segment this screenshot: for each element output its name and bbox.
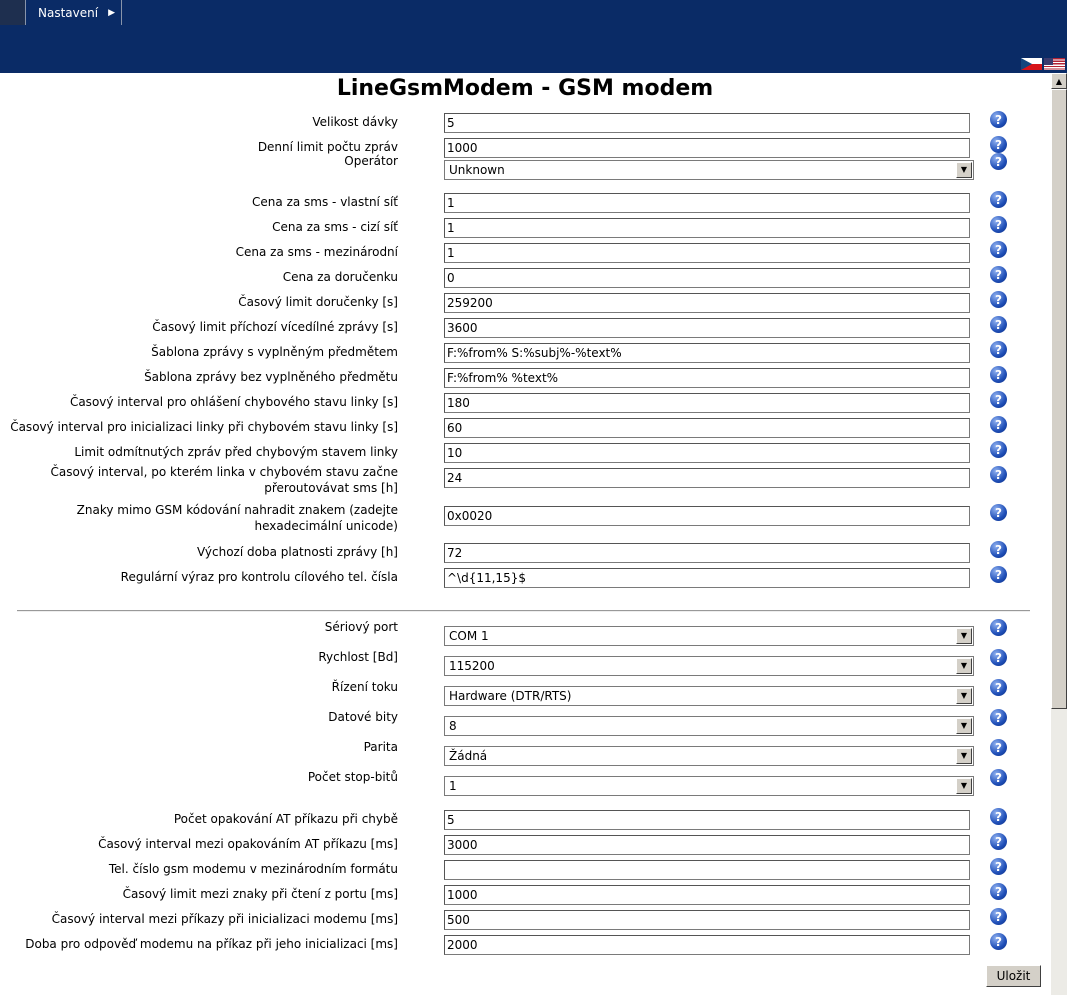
text-input[interactable]: 60 <box>444 418 970 438</box>
select-field[interactable] <box>444 656 974 676</box>
text-input[interactable]: 1 <box>444 243 970 263</box>
text-input[interactable]: 1 <box>444 218 970 238</box>
help-icon[interactable]: ? <box>990 566 1007 583</box>
top-header-bar <box>0 0 1067 73</box>
help-icon[interactable]: ? <box>990 466 1007 483</box>
help-icon[interactable]: ? <box>990 416 1007 433</box>
section-divider <box>17 610 1030 612</box>
field-label: Znaky mimo GSM kódování nahradit znakem (zadejte hexadecimální unicode) <box>76 503 398 533</box>
field-label: Výchozí doba platnosti zprávy [h] <box>197 545 398 559</box>
text-input[interactable]: 2000 <box>444 935 970 955</box>
text-input[interactable]: 10 <box>444 443 970 463</box>
text-input[interactable]: 1000 <box>444 138 970 158</box>
text-input[interactable]: 1000 <box>444 885 970 905</box>
text-input[interactable]: 1 <box>444 193 970 213</box>
field-label: Šablona zprávy s vyplněným předmětem <box>151 345 398 359</box>
help-icon[interactable]: ? <box>990 111 1007 128</box>
select-value: 8 <box>449 719 457 733</box>
select-value: 1 <box>449 779 457 793</box>
text-input[interactable]: 0 <box>444 268 970 288</box>
help-icon[interactable]: ? <box>990 709 1007 726</box>
chevron-down-icon[interactable]: ▼ <box>956 658 972 674</box>
field-label: Časový interval mezi příkazy při inicializaci modemu [ms] <box>51 912 398 926</box>
help-icon[interactable]: ? <box>990 649 1007 666</box>
field-label: Rychlost [Bd] <box>318 650 398 664</box>
select-value: Žádná <box>449 749 488 763</box>
field-label: Regulární výraz pro kontrolu cílového tel. čísla <box>120 570 398 584</box>
play-arrow-icon: ▶ <box>108 7 115 18</box>
field-label: Sériový port <box>324 620 398 634</box>
field-label: Operátor <box>344 154 398 168</box>
select-field[interactable] <box>444 160 974 180</box>
chevron-down-icon[interactable]: ▼ <box>956 718 972 734</box>
field-label: Doba pro odpověď modemu na příkaz při jeho inicializaci [ms] <box>25 937 398 951</box>
scroll-up-icon[interactable]: ▲ <box>1051 73 1067 89</box>
help-icon[interactable]: ? <box>990 933 1007 950</box>
text-input[interactable]: 5 <box>444 113 970 133</box>
menu-item-label: Nastavení <box>38 5 99 20</box>
scrollbar-thumb[interactable] <box>1051 89 1067 709</box>
vertical-scrollbar[interactable] <box>1051 73 1067 995</box>
text-input[interactable]: 5 <box>444 810 970 830</box>
select-value: COM 1 <box>449 629 489 643</box>
field-label: Časový interval pro inicializaci linky při chybovém stavu linky [s] <box>10 420 398 434</box>
help-icon[interactable]: ? <box>990 216 1007 233</box>
help-icon[interactable]: ? <box>990 241 1007 258</box>
field-label: Časový interval, po kterém linka v chybovém stavu začne přeroutovávat sms [h] <box>50 465 398 495</box>
text-input[interactable]: F:%from% S:%subj%-%text% <box>444 343 970 363</box>
select-field[interactable] <box>444 746 974 766</box>
text-input[interactable] <box>444 860 970 880</box>
help-icon[interactable]: ? <box>990 619 1007 636</box>
help-icon[interactable]: ? <box>990 833 1007 850</box>
help-icon[interactable]: ? <box>990 504 1007 521</box>
chevron-down-icon[interactable]: ▼ <box>956 748 972 764</box>
select-value: 115200 <box>449 659 495 673</box>
help-icon[interactable]: ? <box>990 136 1007 153</box>
field-label: Počet opakování AT příkazu při chybě <box>173 812 398 826</box>
save-button[interactable]: Uložit <box>986 965 1041 987</box>
help-icon[interactable]: ? <box>990 883 1007 900</box>
help-icon[interactable]: ? <box>990 191 1007 208</box>
help-icon[interactable]: ? <box>990 441 1007 458</box>
chevron-down-icon[interactable]: ▼ <box>956 778 972 794</box>
field-label: Počet stop-bitů <box>307 770 398 784</box>
help-icon[interactable]: ? <box>990 366 1007 383</box>
text-input[interactable]: 24 <box>444 468 970 488</box>
select-value: Unknown <box>449 163 505 177</box>
help-icon[interactable]: ? <box>990 908 1007 925</box>
select-field[interactable] <box>444 716 974 736</box>
menu-item-settings[interactable] <box>26 0 122 25</box>
text-input[interactable]: F:%from% %text% <box>444 368 970 388</box>
text-input[interactable]: ^\d{11,15}$ <box>444 568 970 588</box>
text-input[interactable]: 500 <box>444 910 970 930</box>
help-icon[interactable]: ? <box>990 858 1007 875</box>
select-field[interactable] <box>444 626 974 646</box>
us-flag-icon[interactable] <box>1044 58 1065 70</box>
czech-flag-icon[interactable] <box>1021 58 1042 70</box>
field-label: Časový limit doručenky [s] <box>238 295 398 309</box>
help-icon[interactable]: ? <box>990 808 1007 825</box>
field-label: Cena za doručenku <box>282 270 398 284</box>
field-label: Tel. číslo gsm modemu v mezinárodním formátu <box>108 862 398 876</box>
chevron-down-icon[interactable]: ▼ <box>956 688 972 704</box>
select-field[interactable] <box>444 686 974 706</box>
text-input[interactable]: 0x0020 <box>444 506 970 526</box>
help-icon[interactable]: ? <box>990 541 1007 558</box>
field-label: Cena za sms - mezinárodní <box>235 245 398 259</box>
page-title: LineGsmModem - GSM modem <box>336 76 714 101</box>
help-icon[interactable]: ? <box>990 266 1007 283</box>
chevron-down-icon[interactable]: ▼ <box>956 628 972 644</box>
field-label: Cena za sms - cizí síť <box>272 220 398 234</box>
help-icon[interactable]: ? <box>990 291 1007 308</box>
language-flags <box>1021 58 1065 70</box>
text-input[interactable]: 3600 <box>444 318 970 338</box>
help-icon[interactable]: ? <box>990 341 1007 358</box>
field-label: Časový limit mezi znaky při čtení z portu [ms] <box>122 887 398 901</box>
field-label: Datové bity <box>328 710 398 724</box>
field-label: Limit odmítnutých zpráv před chybovým stavem linky <box>74 445 398 459</box>
help-icon[interactable]: ? <box>990 391 1007 408</box>
field-label: Časový limit příchozí vícedílné zprávy [s] <box>152 320 398 334</box>
field-label: Denní limit počtu zpráv <box>257 140 398 154</box>
help-icon[interactable]: ? <box>990 739 1007 756</box>
settings-form <box>0 73 1050 995</box>
field-label: Časový interval pro ohlášení chybového stavu linky [s] <box>69 395 398 409</box>
text-input[interactable]: 72 <box>444 543 970 563</box>
field-label: Šablona zprávy bez vyplněného předmětu <box>144 370 398 384</box>
menu-bar <box>0 0 122 25</box>
select-value: Hardware (DTR/RTS) <box>449 689 572 703</box>
chevron-down-icon[interactable]: ▼ <box>956 162 972 178</box>
text-input[interactable]: 3000 <box>444 835 970 855</box>
field-label: Časový interval mezi opakováním AT příkazu [ms] <box>98 837 398 851</box>
text-input[interactable]: 180 <box>444 393 970 413</box>
menu-stub <box>0 0 26 25</box>
field-label: Cena za sms - vlastní síť <box>252 195 398 209</box>
field-label: Velikost dávky <box>312 115 398 129</box>
field-label: Parita <box>363 740 398 754</box>
select-field[interactable] <box>444 776 974 796</box>
help-icon[interactable]: ? <box>990 769 1007 786</box>
help-icon[interactable]: ? <box>990 316 1007 333</box>
help-icon[interactable]: ? <box>990 679 1007 696</box>
field-label: Řízení toku <box>331 680 398 694</box>
help-icon[interactable]: ? <box>990 153 1007 170</box>
text-input[interactable]: 259200 <box>444 293 970 313</box>
